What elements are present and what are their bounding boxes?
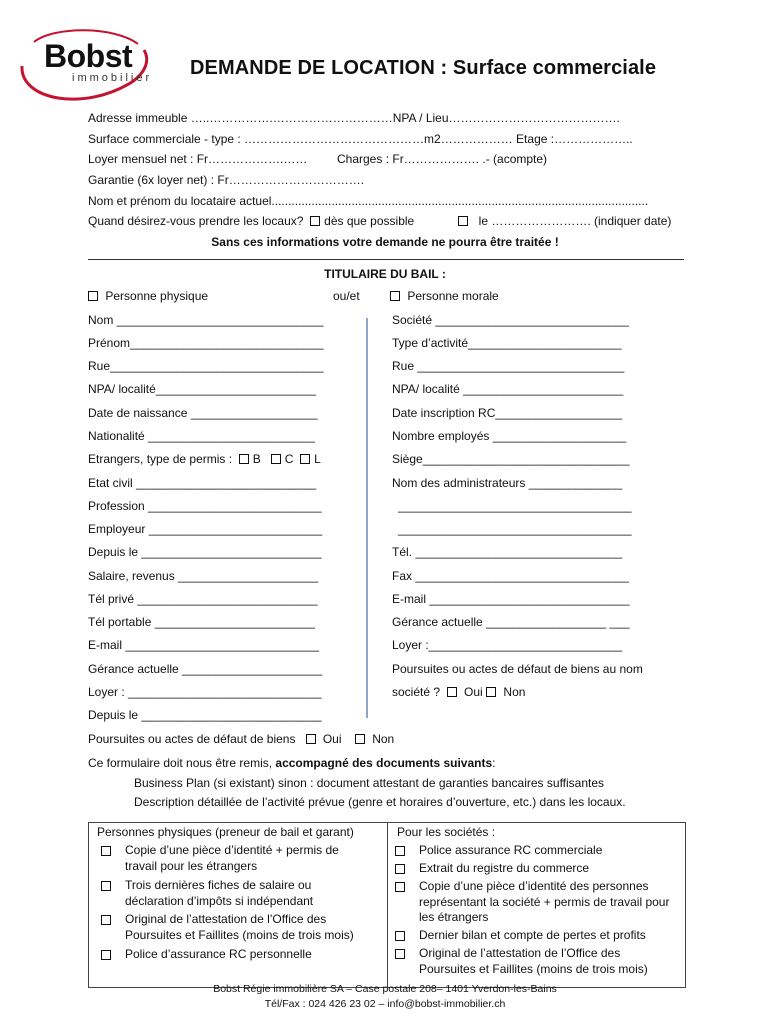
- permis-b-label: B: [252, 452, 261, 466]
- surface-line: Surface commerciale - type : ………………………………………m2……………… Etage :………………..: [88, 132, 633, 146]
- formulaire-lead-bold: accompagné des documents suivants: [275, 756, 493, 770]
- titulaire-heading: TITULAIRE DU BAIL :: [324, 267, 446, 281]
- poursuites-label: Poursuites ou actes de défaut de biens: [88, 732, 296, 746]
- checkbox-doc-identite[interactable]: [101, 846, 111, 856]
- formulaire-line2: Description détaillée de l’activité prévue (genre et horaires d’ouverture, etc.) dans les locaux.: [134, 795, 626, 809]
- field-administrateurs-3[interactable]: ___________________________________: [398, 522, 632, 536]
- poursuites-societe-options: [392, 685, 525, 699]
- field-nom[interactable]: Nom _______________________________: [88, 313, 324, 327]
- doc-bilan-label: Dernier bilan et compte de pertes et profits: [419, 928, 646, 942]
- right-doc-item: [395, 879, 675, 926]
- doc-assurance-label: Police d’assurance RC personnelle: [125, 947, 312, 961]
- left-docs-header: Personnes physiques (preneur de bail et garant): [97, 825, 354, 839]
- checkbox-personne-physique[interactable]: [88, 291, 98, 301]
- doc-registre-label: Extrait du registre du commerce: [419, 861, 590, 875]
- field-tel-portable[interactable]: Tél portable ________________________: [88, 615, 315, 629]
- formulaire-lead: [88, 756, 495, 770]
- warning-text: Sans ces informations votre demande ne pourra être traitée !: [211, 235, 559, 249]
- table-column-separator: [387, 823, 388, 987]
- charges-line: Charges : Fr………………. .- (acompte): [337, 152, 548, 166]
- field-loyer[interactable]: Loyer : _____________________________: [88, 685, 322, 699]
- doc-rc-label: Police assurance RC commerciale: [419, 843, 603, 857]
- field-gerance-societe[interactable]: Gérance actuelle __________________ ___: [392, 615, 630, 629]
- right-doc-item: [395, 843, 675, 859]
- field-profession[interactable]: Profession __________________________: [88, 499, 322, 513]
- societe-non-label: Non: [503, 685, 526, 699]
- personne-physique-label: Personne physique: [105, 289, 209, 303]
- checkbox-date[interactable]: [458, 216, 468, 226]
- checkbox-des-que-possible[interactable]: [310, 216, 320, 226]
- loyer-line: Loyer mensuel net : Fr……………….……: [88, 152, 308, 166]
- poursuites-oui-label: Oui: [322, 732, 342, 746]
- field-administrateurs-2[interactable]: ___________________________________: [398, 499, 632, 513]
- field-tel-prive[interactable]: Tél privé ___________________________: [88, 592, 318, 606]
- field-fax[interactable]: Fax ________________________________: [392, 569, 629, 583]
- doc-attestation-societe-label: Original de l’attestation de l’Office des Poursuites et Faillites (moins de trois mois): [419, 946, 648, 976]
- doc-attestation-label: Original de l’attestation de l’Office des Poursuites et Faillites (moins de trois mois): [125, 912, 354, 942]
- personne-physique-option: [88, 289, 208, 303]
- divider: [88, 259, 684, 260]
- logo: [14, 20, 154, 110]
- field-type-activite[interactable]: Type d’activité_______________________: [392, 336, 622, 350]
- field-date-inscription[interactable]: Date inscription RC___________________: [392, 406, 623, 420]
- field-rue-societe[interactable]: Rue _______________________________: [392, 359, 625, 373]
- checkbox-doc-assurance[interactable]: [101, 950, 111, 960]
- formulaire-lead-text: Ce formulaire doit nous être remis,: [88, 756, 276, 770]
- field-depuis[interactable]: Depuis le ___________________________: [88, 545, 322, 559]
- left-doc-item: [101, 843, 361, 874]
- field-permis: [88, 452, 321, 466]
- locataire-actuel-line: Nom et prénom du locataire actuel.................................................................................................................: [88, 194, 649, 208]
- field-etat-civil[interactable]: Etat civil ___________________________: [88, 476, 317, 490]
- poursuites-line: [88, 732, 394, 746]
- checkbox-poursuites-non[interactable]: [355, 734, 365, 744]
- quand-label: Quand désirez-vous prendre les locaux?: [88, 214, 304, 228]
- doc-identite-societe-label: Copie d’une pièce d’identité des personnes représentant la société + permis de travail pour les étrangers: [419, 879, 670, 924]
- field-salaire[interactable]: Salaire, revenus _____________________: [88, 569, 319, 583]
- field-date-naissance[interactable]: Date de naissance ___________________: [88, 406, 318, 420]
- societe-question: société ?: [392, 685, 441, 699]
- field-npa-societe[interactable]: NPA/ localité ________________________: [392, 382, 624, 396]
- formulaire-line1: Business Plan (si existant) sinon : document attestant de garanties bancaires suffisantes: [134, 776, 605, 790]
- page-title: DEMANDE DE LOCATION : Surface commerciale: [190, 57, 657, 79]
- field-depuis-loyer[interactable]: Depuis le ___________________________: [88, 708, 322, 722]
- field-societe[interactable]: Société _____________________________: [392, 313, 629, 327]
- field-prenom[interactable]: Prénom_____________________________: [88, 336, 324, 350]
- checkbox-personne-morale[interactable]: [390, 291, 400, 301]
- adresse-line: Adresse immeuble …..…………….…………………………NPA / Lieu…………………………………….: [88, 111, 620, 125]
- field-loyer-societe[interactable]: Loyer :_____________________________: [392, 638, 623, 652]
- field-email-societe[interactable]: E-mail ______________________________: [392, 592, 630, 606]
- checkbox-permis-c[interactable]: [271, 454, 281, 464]
- doc-identite-label: Copie d’une pièce d’identité + permis de travail pour les étrangers: [125, 843, 339, 873]
- field-gerance[interactable]: Gérance actuelle _____________________: [88, 662, 323, 676]
- checkbox-permis-b[interactable]: [239, 454, 249, 464]
- checkbox-doc-rc[interactable]: [395, 846, 405, 856]
- logo-name: Bobst: [44, 38, 133, 74]
- permis-c-label: C: [284, 452, 294, 466]
- right-docs-header: Pour les sociétés :: [397, 825, 496, 839]
- field-tel-societe[interactable]: Tél. _______________________________: [392, 545, 623, 559]
- poursuites-non-label: Non: [372, 732, 395, 746]
- garantie-line: Garantie (6x loyer net) : Fr…………………………….: [88, 173, 365, 187]
- checkbox-doc-salaire[interactable]: [101, 881, 111, 891]
- field-nationalite[interactable]: Nationalité _________________________: [88, 429, 315, 443]
- checkbox-doc-attestation-societe[interactable]: [395, 949, 405, 959]
- checkbox-societe-oui[interactable]: [447, 687, 457, 697]
- doc-salaire-label: Trois dernières fiches de salaire ou déclaration d’impôts si indépendant: [125, 878, 314, 908]
- logo-subtitle: immobilier: [72, 72, 153, 84]
- personne-morale-option: [390, 289, 499, 303]
- quand-date-option: [458, 214, 671, 228]
- formulaire-lead-end: :: [492, 756, 496, 770]
- opt-date: le ……………………. (indiquer date): [478, 214, 672, 228]
- checkbox-poursuites-oui[interactable]: [306, 734, 316, 744]
- field-siege[interactable]: Siège_______________________________: [392, 452, 630, 466]
- field-email[interactable]: E-mail _____________________________: [88, 638, 319, 652]
- field-npa[interactable]: NPA/ localité________________________: [88, 382, 316, 396]
- permis-label: Etrangers, type de permis :: [88, 452, 233, 466]
- field-rue[interactable]: Rue________________________________: [88, 359, 324, 373]
- documents-table: [88, 822, 686, 988]
- personne-morale-label: Personne morale: [407, 289, 499, 303]
- field-administrateurs[interactable]: Nom des administrateurs ______________: [392, 476, 623, 490]
- left-doc-item: [101, 947, 371, 963]
- poursuites-societe-label: Poursuites ou actes de défaut de biens au nom: [392, 662, 643, 676]
- right-doc-item: [395, 928, 675, 944]
- checkbox-societe-non[interactable]: [486, 687, 496, 697]
- opt-des-que-possible: dès que possible: [324, 214, 415, 228]
- ouet-label: ou/et: [333, 289, 360, 303]
- permis-l-label: L: [314, 452, 321, 466]
- checkbox-doc-attestation[interactable]: [101, 915, 111, 925]
- column-divider: [366, 318, 368, 718]
- field-nombre-employes[interactable]: Nombre employés ____________________: [392, 429, 627, 443]
- right-doc-item: [395, 946, 665, 977]
- societe-oui-label: Oui: [464, 685, 483, 699]
- field-employeur[interactable]: Employeur __________________________: [88, 522, 323, 536]
- footer-line2: Tél/Fax : 024 426 23 02 – info@bobst-immobilier.ch: [264, 998, 506, 1010]
- checkbox-doc-bilan[interactable]: [395, 931, 405, 941]
- checkbox-doc-identite-societe[interactable]: [395, 882, 405, 892]
- right-doc-item: [395, 861, 675, 877]
- checkbox-doc-registre[interactable]: [395, 864, 405, 874]
- left-doc-item: [101, 912, 371, 943]
- quand-line: [88, 214, 414, 228]
- left-doc-item: [101, 878, 361, 909]
- checkbox-permis-l[interactable]: [300, 454, 310, 464]
- footer-line1: Bobst Régie immobilière SA – Case postale 208– 1401 Yverdon-les-Bains: [213, 983, 557, 995]
